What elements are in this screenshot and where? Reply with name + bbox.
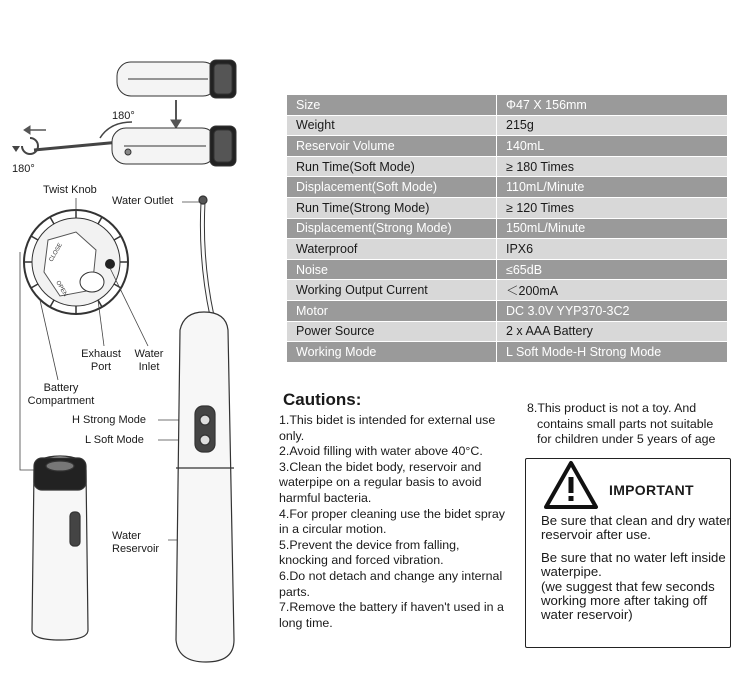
spec-row [287, 197, 727, 218]
twist-knob-label: Twist Knob [43, 184, 97, 196]
important-text-1: Be sure that clean and dry water reservoir after use. [541, 513, 731, 543]
spec-value: Φ47 X 156mm [497, 95, 728, 115]
spec-key: Displacement(Soft Mode) [287, 177, 497, 198]
spec-value: 140mL [497, 136, 728, 157]
spec-key: Noise [287, 259, 497, 280]
angle-left-label: 180° [12, 163, 35, 175]
reservoir-illustration [32, 456, 88, 640]
spec-key: Motor [287, 300, 497, 321]
product-diagram [0, 0, 280, 675]
exhaust-port-line-1: Exhaust [81, 348, 121, 360]
exhaust-port-label [76, 348, 126, 374]
spec-key: Waterproof [287, 239, 497, 260]
water-inlet-line-1: Water [134, 348, 164, 360]
spec-row [287, 300, 727, 321]
caution-item: 6.Do not detach and change any internal parts. [279, 568, 503, 599]
water-outlet-label: Water Outlet [112, 195, 174, 207]
caution-item: 1.This bidet is intended for external use only. [279, 413, 496, 443]
spec-table [287, 95, 727, 363]
spec-row [287, 177, 727, 198]
spec-row [287, 156, 727, 177]
spec-row [287, 259, 727, 280]
spec-key: Run Time(Strong Mode) [287, 197, 497, 218]
spec-key: Size [287, 95, 497, 115]
water-reservoir-line-2: Reservoir [112, 543, 160, 555]
spec-value: 110mL/Minute [497, 177, 728, 198]
twist-knob-illustration [24, 210, 128, 314]
water-inlet-line-2: Inlet [138, 361, 160, 373]
open-label: OPEN [54, 280, 68, 298]
battery-line-1: Battery [43, 382, 79, 394]
spec-row [287, 115, 727, 136]
spec-value: 2 x AAA Battery [497, 321, 728, 342]
spec-key: Working Output Current [287, 280, 497, 301]
spec-row [287, 342, 727, 363]
spec-value: DC 3.0V YYP370-3C2 [497, 300, 728, 321]
arrow-down-icon [171, 100, 181, 128]
caution-item: 4.For proper cleaning use the bidet spray in a circular motion. [279, 506, 505, 537]
spec-row [287, 95, 727, 115]
spec-value: 150mL/Minute [497, 218, 728, 239]
spec-key: Reservoir Volume [287, 136, 497, 157]
spec-value: ≤65dB [497, 259, 728, 280]
top-device-illustration [117, 60, 236, 98]
rotate-left-icon [22, 138, 38, 154]
spec-row [287, 321, 727, 342]
water-reservoir-line-1: Water [112, 530, 141, 542]
water-reservoir-label [112, 530, 159, 556]
spec-key: Weight [287, 115, 497, 136]
cautions-list [279, 413, 507, 631]
close-label: CLOSE [48, 242, 64, 263]
spec-value: ≥ 180 Times [497, 156, 728, 177]
spec-value: IPX6 [497, 239, 728, 260]
angle-top-label: 180° [112, 110, 135, 122]
important-text-3: (we suggest that few seconds working more after taking off water reservoir) [541, 579, 715, 623]
arrow-left-icon [24, 126, 46, 134]
spec-value: ≥ 120 Times [497, 197, 728, 218]
spec-value: ＜200mA [497, 280, 728, 301]
battery-compartment-label [20, 382, 102, 408]
important-title: IMPORTANT [609, 482, 694, 498]
spec-row [287, 218, 727, 239]
important-text-2: Be sure that no water left inside waterpipe. [541, 550, 726, 580]
spec-key: Run Time(Soft Mode) [287, 156, 497, 177]
bidet-body-illustration [176, 196, 234, 662]
caution-item: 2.Avoid filling with water above 40°C. [279, 444, 483, 459]
battery-line-2: Compartment [27, 395, 95, 407]
spec-key: Displacement(Strong Mode) [287, 218, 497, 239]
assembled-device-illustration [34, 126, 236, 166]
caution-item: 5.Prevent the device from falling, knocking and forced vibration. [279, 537, 460, 568]
water-inlet-label [128, 348, 170, 374]
spec-row [287, 280, 727, 301]
caution-8-line-3: for children under 5 years of age [537, 432, 716, 447]
spec-key: Power Source [287, 321, 497, 342]
spec-row [287, 239, 727, 260]
caution-item-8 [527, 401, 747, 448]
spec-value: 215g [497, 115, 728, 136]
exhaust-port-line-2: Port [90, 361, 112, 373]
warning-icon [543, 460, 599, 510]
soft-mode-label: L Soft Mode [85, 434, 144, 446]
strong-mode-label: H Strong Mode [72, 414, 146, 426]
caution-8-line-2: contains small parts not suitable [537, 416, 714, 431]
spec-key: Working Mode [287, 342, 497, 363]
caution-item: 3.Clean the bidet body, reservoir and waterpipe on a regular basis to avoid harmful bacteria. [279, 459, 482, 505]
caution-item: 7.Remove the battery if haven't used in a long time. [279, 600, 504, 630]
spec-value: L Soft Mode-H Strong Mode [497, 342, 728, 363]
cautions-title: Cautions: [283, 390, 362, 409]
spec-row [287, 136, 727, 157]
caution-8-line-1: 8.This product is not a toy. And [527, 401, 697, 415]
